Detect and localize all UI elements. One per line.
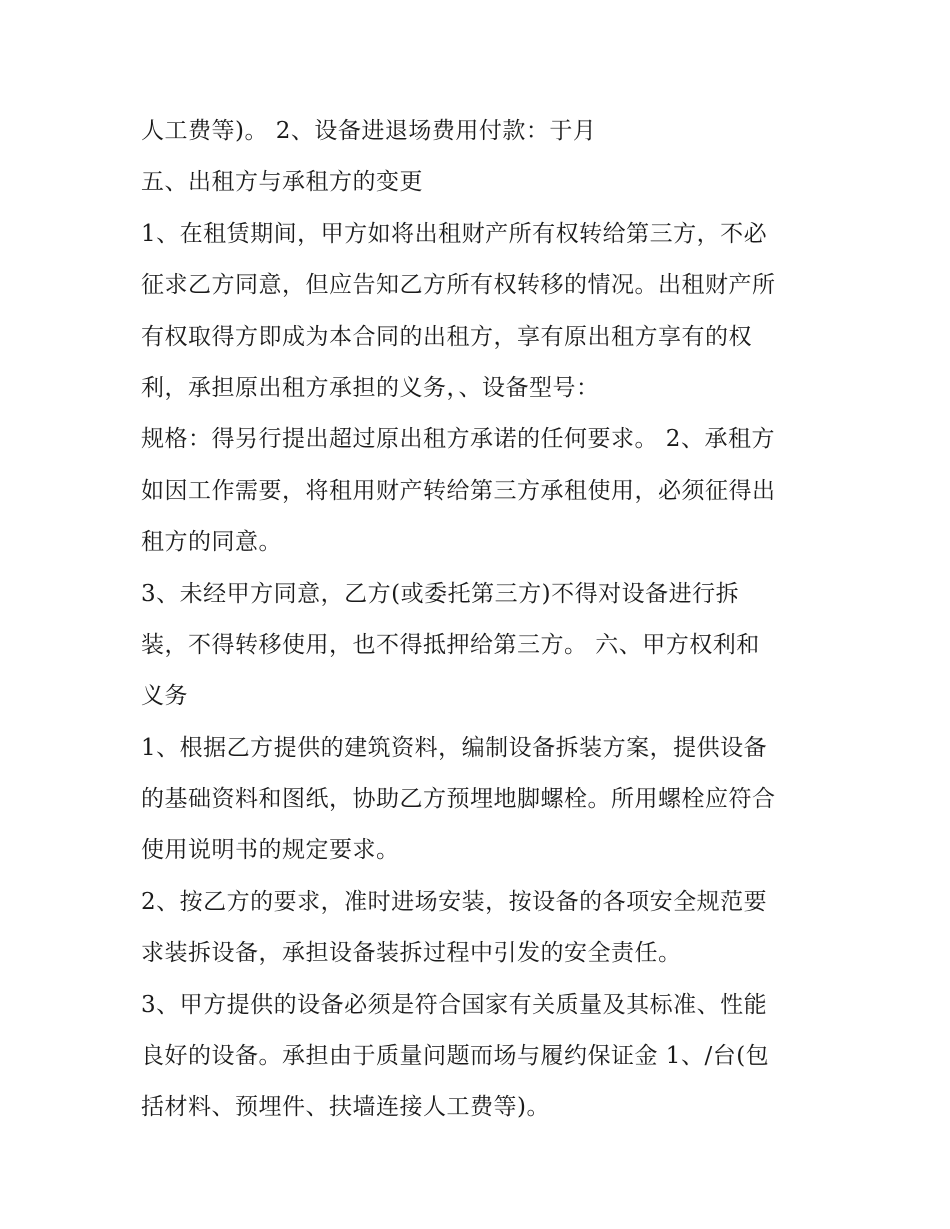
text-line: 求装拆设备，承担设备装拆过程中引发的安全责任。: [141, 940, 682, 967]
text-line: 租方的同意。: [141, 529, 282, 556]
text-line: 1、根据乙方提供的建筑资料，编制设备拆装方案，提供设备: [141, 734, 768, 761]
text-line: 1、在租赁期间，甲方如将出租财产所有权转给第三方，不必: [141, 220, 768, 247]
text-line: 3、甲方提供的设备必须是符合国家有关质量及其标准、性能: [141, 991, 768, 1018]
text-line: 2、按乙方的要求，准时进场安装，按设备的各项安全规范要: [141, 888, 768, 915]
text-line: 有权取得方即成为本合同的出租方，享有原出租方享有的权: [141, 323, 752, 350]
contract-text: [141, 106, 821, 1134]
text-line: 括材料、预埋件、扶墙连接人工费等)。: [141, 1094, 550, 1121]
text-line: 3、未经甲方同意，乙方(或委托第三方)不得对设备进行拆: [141, 580, 740, 607]
text-line: 良好的设备。承担由于质量问题而场与履约保证金 1、/台(包: [141, 1043, 770, 1070]
section-heading-5: 五、出租方与承租方的变更: [141, 169, 423, 196]
text-line: 利，承担原出租方承担的义务，、设备型号：: [141, 374, 600, 401]
text-line: 义务: [141, 683, 188, 710]
text-line: 使用说明书的规定要求。: [141, 837, 400, 864]
text-line: 装，不得转移使用，也不得抵押给第三方。 六、甲方权利和: [141, 631, 760, 658]
text-line: 征求乙方同意，但应告知乙方所有权转移的情况。出租财产所: [141, 272, 776, 299]
text-line: 如因工作需要，将租用财产转给第三方承租使用，必须征得出: [141, 477, 776, 504]
text-line: 人工费等)。 2、设备进退场费用付款：于月: [141, 118, 597, 144]
text-line: 的基础资料和图纸，协助乙方预埋地脚螺栓。所用螺栓应符合: [141, 786, 776, 813]
text-line: 规格：得另行提出超过原出租方承诺的任何要求。 2、承租方: [141, 426, 775, 453]
